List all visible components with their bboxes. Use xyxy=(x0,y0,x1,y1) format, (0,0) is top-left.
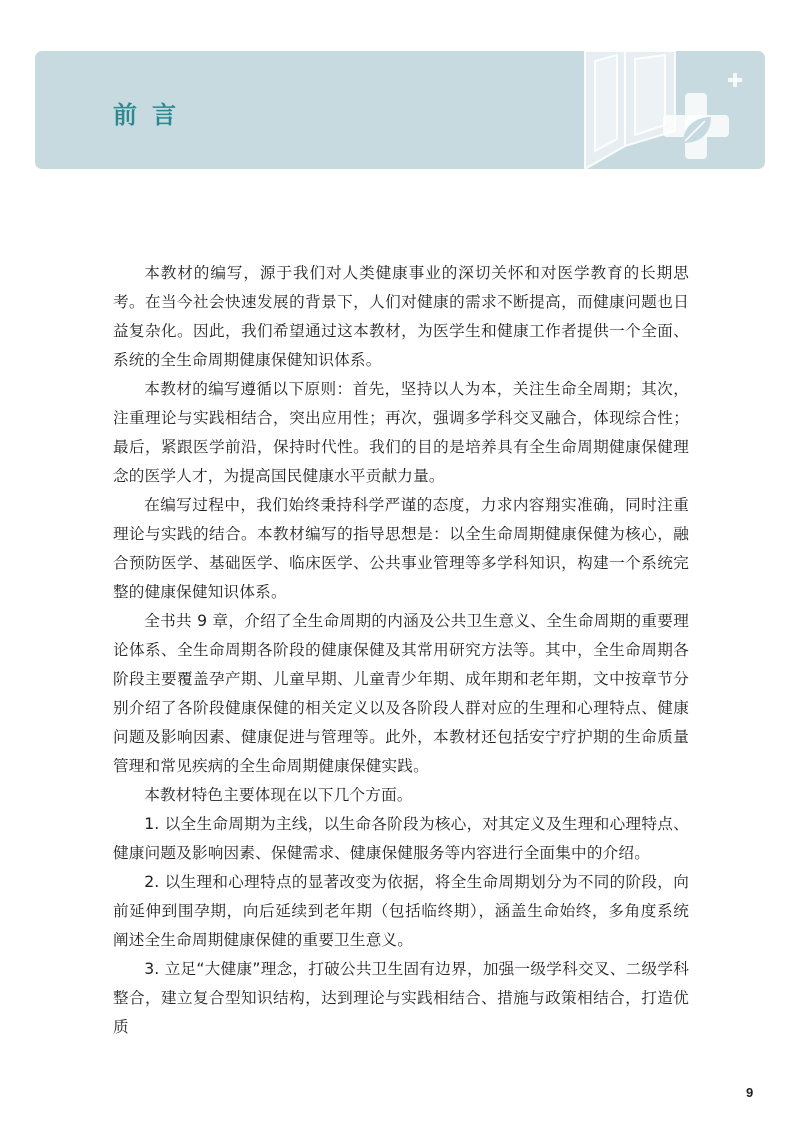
page-number: 9 xyxy=(746,1085,754,1100)
paragraph-7: 2. 以生理和心理特点的显著改变为依据，将全生命周期划分为不同的阶段，向前延伸到围孕期，向后延续到老年期（包括临终期），涵盖生命始终，多角度系统阐述全生命周期健康保健的重要卫生意义。 xyxy=(113,873,689,949)
book-medical-cross-logo xyxy=(565,51,765,169)
chapter-title: 前言 xyxy=(113,101,191,129)
paragraph-1: 本教材的编写，源于我们对人类健康事业的深切关怀和对医学教育的长期思考。在当今社会快速发展的背景下，人们对健康的需求不断提高，而健康问题也日益复杂化。因此，我们希望通过这本教材，为医学生和健康工作者提供一个全面、系统的全生命周期健康保健知识体系。 xyxy=(113,264,689,369)
chapter-header-band xyxy=(35,51,765,169)
paragraph-6: 1. 以全生命周期为主线，以生命各阶段为核心，对其定义及生理和心理特点、健康问题及影响因素、保健需求、健康保健服务等内容进行全面集中的介绍。 xyxy=(113,815,689,862)
paragraph-5: 本教材特色主要体现在以下几个方面。 xyxy=(144,786,413,804)
paragraph-3: 在编写过程中，我们始终秉持科学严谨的态度，力求内容翔实准确，同时注重理论与实践的结合。本教材编写的指导思想是：以全生命周期健康保健为核心，融合预防医学、基础医学、临床医学、公共事业管理等多学科知识，构建一个系统完整的健康保健知识体系。 xyxy=(113,496,689,601)
paragraph-4: 全书共 9 章，介绍了全生命周期的内涵及公共卫生意义、全生命周期的重要理论体系、全生命周期各阶段的健康保健及其常用研究方法等。其中，全生命周期各阶段主要覆盖孕产期、儿童早期、儿童青少年期、成年期和老年期，文中按章节分别介绍了各阶段健康保健的相关定义以及各阶段人群对应的生理和心理特点、健康问题及影响因素、健康促进与管理等。此外，本教材还包括安宁疗护期的生命质量管理和常见疾病的全生命周期健康保健实践。 xyxy=(113,612,689,775)
paragraph-2: 本教材的编写遵循以下原则：首先，坚持以人为本，关注生命全周期；其次，注重理论与实践相结合，突出应用性；再次，强调多学科交叉融合，体现综合性；最后，紧跟医学前沿，保持时代性。我们的目的是培养具有全生命周期健康保健理念的医学人才，为提高国民健康水平贡献力量。 xyxy=(113,380,689,485)
preface-body xyxy=(113,259,689,1042)
paragraph-8: 3. 立足“大健康”理念，打破公共卫生固有边界，加强一级学科交叉、二级学科整合，建立复合型知识结构，达到理论与实践相结合、措施与政策相结合，打造优质 xyxy=(113,960,689,1036)
